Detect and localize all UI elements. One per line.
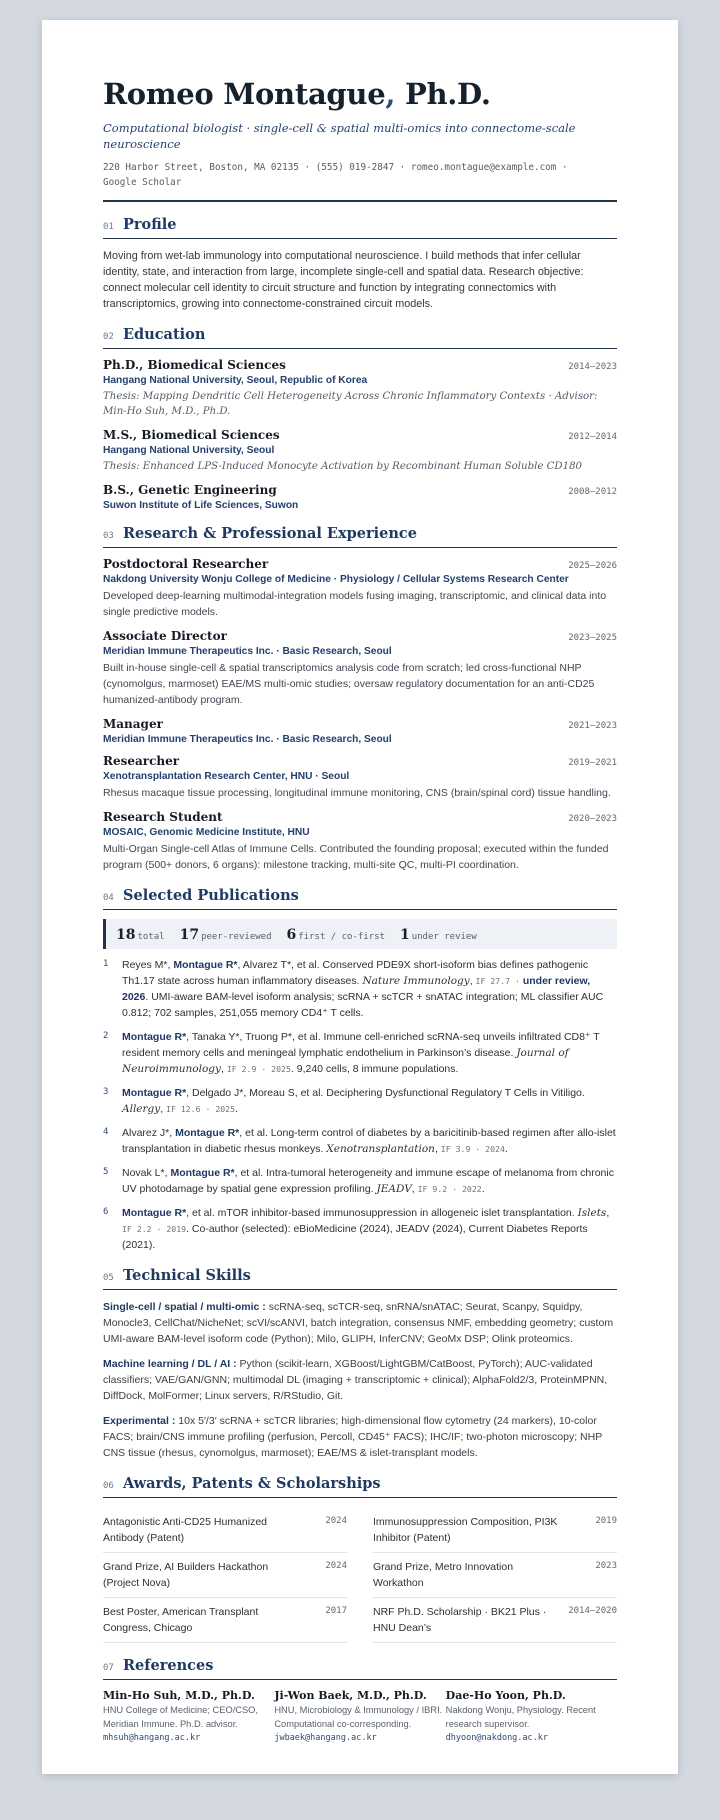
skill-details: Python (scikit-learn, XGBoost/LightGBM/CatBoost, PyTorch); AUC-validated classifiers; VAE/GAN/GNN; multimodal DL (imaging + transcriptomic + clinical); AlphaFold2/3, ProteinMPNN, DiffDock, MolFormer; Linux servers, R/RStudio, Git.	[103, 1358, 608, 1402]
publication-list	[103, 957, 617, 1253]
contact-info	[103, 160, 617, 190]
publication-item	[103, 1165, 617, 1197]
authors-before: Novak L*,	[122, 1167, 171, 1179]
stat-count: 17	[179, 927, 200, 943]
section-title: Profile	[123, 216, 177, 233]
award-year: 2017	[325, 1606, 347, 1616]
experience-entry	[103, 717, 617, 745]
award-item	[373, 1598, 617, 1643]
awards-grid	[103, 1508, 617, 1643]
header-divider	[103, 200, 617, 202]
review-status: under review, 2026	[122, 975, 591, 1003]
skill-category: Experimental :	[103, 1415, 176, 1427]
scholar-link[interactable]: Google Scholar	[103, 177, 182, 188]
publication-number: 3	[103, 1087, 109, 1097]
impact-factor: IF 3.9 · 2024	[440, 1144, 505, 1154]
stat-label: first / co-first	[298, 932, 385, 942]
authors-before: Alvarez J*,	[122, 1127, 176, 1139]
journal-name: Islets	[577, 1207, 607, 1219]
organization: Nakdong University Wonju College of Medicine · Physiology / Cellular Systems Research Center	[103, 574, 569, 585]
reference-affiliation: HNU, Microbiology & Immunology / IBRI. Computational co-corresponding.	[274, 1705, 443, 1729]
journal-name: Journal of Neuroimmunology	[122, 1047, 569, 1075]
organization: Meridian Immune Therapeutics Inc. · Basic Research, Seoul	[103, 646, 392, 657]
publication-citation: Montague R*, et al. mTOR inhibitor-based immunosuppression in allogeneic islet transplantation. Islets, IF 2.2 · 2019. Co-author (selected): eBioMedicine (2024), JEADV (2024), Current Diabetes Reports (2021).	[122, 1207, 610, 1251]
skill-group	[103, 1299, 617, 1347]
impact-factor: IF 9.2 · 2022	[417, 1184, 482, 1194]
skill-category: Machine learning / DL / AI :	[103, 1358, 237, 1370]
awards-column-right	[373, 1508, 617, 1643]
education-entry	[103, 483, 617, 511]
thesis: Thesis: Enhanced LPS-Induced Monocyte Activation by Recombinant Human Soluble CD180	[103, 461, 583, 472]
entry-header	[103, 428, 617, 442]
award-year: 2024	[325, 1516, 347, 1526]
reference-email[interactable]: mhsuh@hangang.ac.kr	[103, 1733, 201, 1743]
self-author: Montague R*	[173, 959, 238, 971]
job-title: Postdoctoral Researcher	[103, 557, 269, 571]
degree-title: B.S., Genetic Engineering	[103, 483, 277, 497]
publication-citation: Novak L*, Montague R*, et al. Intra-tumoral heterogeneity and immune escape of melanoma from chronic UV photodamage by spatial gene expression profiling. JEADV, IF 9.2 · 2022.	[122, 1167, 614, 1195]
section-number: 04	[103, 893, 114, 903]
section-title: Technical Skills	[123, 1267, 251, 1284]
publication-number: 1	[103, 959, 109, 969]
self-author: Montague R*	[122, 1031, 187, 1043]
job-description: Multi-Organ Single-cell Atlas of Immune Cells. Contributed the founding proposal; executed within the funded program (500+ donors, 6 organs): milestone tracking, multi-site QC, multi-PI coordination.	[103, 843, 609, 871]
award-year: 2014–2020	[568, 1606, 617, 1616]
citation-notes: . UMI-aware BAM-level isoform analysis; scRNA + scTCR + snATAC integration; ML classifier AUC 0.812; 702 samples, 251,055 memory CD4⁺ T cells.	[122, 991, 604, 1019]
publication-stat	[180, 926, 272, 944]
section-heading-publications	[103, 887, 617, 910]
section-title: Research & Professional Experience	[123, 525, 417, 542]
publication-stat	[116, 926, 165, 944]
section-number: 03	[103, 531, 114, 541]
impact-factor: IF 27.7 ·	[475, 976, 520, 986]
job-description: Developed deep-learning multimodal-integration models fusing imaging, transcriptomic, and clinical data into single predictive models.	[103, 590, 607, 618]
citation-body: , Delgado J*, Moreau S, et al. Deciphering Dysfunctional Regulatory T Cells in Vitiligo.	[186, 1087, 585, 1099]
citation-body: , et al. mTOR inhibitor-based immunosuppression in allogeneic islet transplantation.	[186, 1207, 578, 1219]
citation-notes: . 9,240 cells, 8 immune populations.	[290, 1063, 459, 1075]
stat-label: total	[137, 932, 165, 942]
publication-item	[103, 1205, 617, 1253]
resume-sheet	[42, 20, 678, 1774]
award-item	[373, 1508, 617, 1553]
stat-count: 6	[286, 927, 297, 943]
profile-text: Moving from wet-lab immunology into computational neuroscience. I build methods that infer cellular identity, state, and interaction from large, incomplete single-cell and spatial data. Research objective: connect molecular cell identity to circuit structure and function by integrating connectomics with transcriptomics, growing into connectome-constrained circuit models.	[103, 250, 584, 310]
candidate-name: Romeo Montague, Ph.D.	[103, 77, 491, 111]
education-list	[103, 358, 617, 511]
date-range: 2025–2026	[568, 561, 617, 571]
award-item	[103, 1598, 347, 1643]
publication-item	[103, 957, 617, 1021]
publication-citation: Montague R*, Tanaka Y*, Truong P*, et al. Immune cell-enriched scRNA-seq unveils infiltrated CD8⁺ T resident memory cells and meningeal lymphatic endothelium in Parkinson’s disease. Journal of Neuroimmunology, IF 2.9 · 2025. 9,240 cells, 8 immune populations.	[122, 1031, 600, 1075]
institution: Hangang National University, Seoul	[103, 445, 275, 456]
education-entry	[103, 428, 617, 474]
job-description: Built in-house single-cell & spatial transcriptomics analysis code from scratch; led cross-functional NHP (cynomolgus, marmoset) EAE/MS multi-omic studies; oversaw regulatory documentation for an anti-CD25 humanized-antibody program.	[103, 662, 595, 706]
award-title: Grand Prize, AI Builders Hackathon (Project Nova)	[103, 1561, 269, 1589]
journal-name: Xenotransplantation	[326, 1143, 435, 1155]
section-heading-references	[103, 1657, 617, 1680]
institution: Suwon Institute of Life Sciences, Suwon	[103, 500, 299, 511]
publication-item	[103, 1085, 617, 1117]
education-entry	[103, 358, 617, 419]
citation-body: , et al. Intra-tumoral heterogeneity and immune escape of melanoma from chronic UV photodamage by spatial gene expression profiling.	[122, 1167, 614, 1195]
stat-count: 1	[399, 927, 410, 943]
citation-body: , Tanaka Y*, Truong P*, et al. Immune cell-enriched scRNA-seq unveils infiltrated CD8⁺ T resident memory cells and meningeal lymphatic endothelium in Parkinson’s disease.	[122, 1031, 600, 1059]
impact-factor: IF 12.6 · 2025	[166, 1104, 236, 1114]
experience-entry	[103, 629, 617, 708]
references-list	[103, 1689, 617, 1743]
reference-email[interactable]: jwbaek@hangang.ac.kr	[274, 1733, 377, 1743]
date-range: 2012–2014	[568, 432, 617, 442]
journal-name: JEADV	[376, 1183, 412, 1195]
date-range: 2019–2021	[568, 758, 617, 768]
experience-entry	[103, 754, 617, 801]
publication-citation: Reyes M*, Montague R*, Alvarez T*, et al. Conserved PDE9X short-isoform bias defines pathogenic Th1.17 state across human inflammatory diseases. Nature Immunology, IF 27.7 · under review, 2026. UMI-aware BAM-level isoform analysis; scRNA + scTCR + snATAC integration; ML classifier AUC 0.812; 702 samples, 251,055 memory CD4⁺ T cells.	[122, 959, 604, 1019]
entry-header	[103, 810, 617, 824]
award-title: NRF Ph.D. Scholarship · BK21 Plus · HNU Dean’s	[373, 1606, 547, 1634]
date-range: 2023–2025	[568, 633, 617, 643]
reference-card	[103, 1689, 274, 1743]
self-author: Montague R*	[170, 1167, 235, 1179]
award-year: 2023	[595, 1561, 617, 1571]
citation-body: , Alvarez T*, et al. Conserved PDE9X short-isoform bias defines pathogenic Th1.17 state across human inflammatory diseases.	[122, 959, 589, 987]
publication-citation: Alvarez J*, Montague R*, et al. Long-term control of diabetes by a baricitinib-based regimen after allo-islet transplantation in diabetic rhesus monkeys. Xenotransplantation, IF 3.9 · 2024.	[122, 1127, 616, 1155]
section-number: 07	[103, 1663, 114, 1673]
journal-name: Nature Immunology	[362, 975, 470, 987]
citation-notes: .	[235, 1103, 238, 1115]
date-range: 2008–2012	[568, 487, 617, 497]
entry-header	[103, 754, 617, 768]
section-number: 02	[103, 332, 114, 342]
reference-card	[446, 1689, 617, 1743]
section-title: References	[123, 1657, 214, 1674]
reference-name: Dae-Ho Yoon, Ph.D.	[445, 1689, 566, 1702]
award-year: 2019	[595, 1516, 617, 1526]
entry-header	[103, 557, 617, 571]
experience-list	[103, 557, 617, 873]
date-range: 2014–2023	[568, 362, 617, 372]
publication-number: 5	[103, 1167, 109, 1177]
entry-header	[103, 629, 617, 643]
citation-notes: .	[481, 1183, 485, 1195]
section-heading-awards	[103, 1475, 617, 1498]
citation-notes: .	[504, 1143, 508, 1155]
award-title: Best Poster, American Transplant Congress, Chicago	[103, 1606, 259, 1634]
skill-details: 10x 5′/3′ scRNA + scTCR libraries; high-dimensional flow cytometry (24 markers), 10-color FACS; brain/CNS immune profiling (perfusion, Percoll, CD45⁺ FACS); IHC/IF; two-photon microscopy; NHP CNS tissue (rhesus, cynomolgus, marmoset); EAE/MS & islet-transplant models.	[103, 1415, 603, 1459]
organization: Meridian Immune Therapeutics Inc. · Basic Research, Seoul	[103, 734, 392, 745]
publication-number: 6	[103, 1207, 109, 1217]
citation-notes: . Co-author (selected): eBioMedicine (2024), JEADV (2024), Current Diabetes Reports (2021).	[122, 1223, 588, 1251]
self-author: Montague R*	[175, 1127, 240, 1139]
contact-line: 220 Harbor Street, Boston, MA 02135 · (555) 019-2847 · romeo.montague@example.com ·	[103, 162, 568, 173]
award-item	[103, 1508, 347, 1553]
self-author: Montague R*	[122, 1207, 187, 1219]
thesis: Thesis: Mapping Dendritic Cell Heterogeneity Across Chronic Inflammatory Contexts · Advisor: Min-Ho Suh, M.D., Ph.D.	[103, 391, 598, 417]
entry-header	[103, 358, 617, 372]
skill-group	[103, 1356, 617, 1404]
section-title: Education	[123, 326, 206, 343]
award-item	[103, 1553, 347, 1598]
reference-name: Min-Ho Suh, M.D., Ph.D.	[103, 1689, 255, 1702]
job-title: Research Student	[103, 810, 223, 824]
skills-list	[103, 1299, 617, 1461]
impact-factor: IF 2.9 · 2025	[226, 1064, 291, 1074]
publication-item	[103, 1125, 617, 1157]
awards-column-left	[103, 1508, 347, 1643]
reference-affiliation: Nakdong Wonju, Physiology. Recent research supervisor.	[445, 1705, 596, 1729]
skill-category: Single-cell / spatial / multi-omic :	[103, 1301, 266, 1313]
section-heading-skills	[103, 1267, 617, 1290]
reference-affiliation: HNU College of Medicine; CEO/CSO, Meridian Immune. Ph.D. advisor.	[103, 1705, 259, 1729]
date-range: 2021–2023	[568, 721, 617, 731]
section-heading-profile	[103, 216, 617, 239]
entry-header	[103, 483, 617, 497]
degree-title: Ph.D., Biomedical Sciences	[103, 358, 286, 372]
impact-factor: IF 2.2 · 2019	[122, 1224, 187, 1234]
experience-entry	[103, 810, 617, 873]
section-number: 06	[103, 1481, 114, 1491]
section-number: 01	[103, 222, 114, 232]
publication-item	[103, 1029, 617, 1077]
job-title: Manager	[103, 717, 163, 731]
job-title: Researcher	[103, 754, 180, 768]
publication-stats	[103, 919, 617, 949]
publication-number: 2	[103, 1031, 109, 1041]
section-heading-experience	[103, 525, 617, 548]
award-year: 2024	[325, 1561, 347, 1571]
experience-entry	[103, 557, 617, 620]
award-title: Immunosuppression Composition, PI3K Inhibitor (Patent)	[373, 1516, 558, 1544]
publication-stat	[287, 926, 385, 944]
section-heading-education	[103, 326, 617, 349]
job-title: Associate Director	[103, 629, 227, 643]
publication-stat	[400, 926, 477, 944]
publication-number: 4	[103, 1127, 109, 1137]
journal-name: Allergy	[122, 1103, 161, 1115]
skill-details: scRNA-seq, scTCR-seq, snRNA/snATAC; Seurat, Scanpy, Squidpy, Monocle3, CellChat/NicheNet; scVI/scANVI, batch integration, consensus NMF, embedding geometry; custom UMI-aware BAM-level isoform code (Python); Milo, GLIPH, InferCNV; GeoMx DSP; Olink proteomics.	[103, 1301, 614, 1345]
award-title: Grand Prize, Metro Innovation Workathon	[373, 1561, 514, 1589]
institution: Hangang National University, Seoul, Republic of Korea	[103, 375, 368, 386]
degree-title: M.S., Biomedical Sciences	[103, 428, 280, 442]
self-author: Montague R*	[122, 1087, 187, 1099]
organization: Xenotransplantation Research Center, HNU · Seoul	[103, 771, 350, 782]
reference-email[interactable]: dhyoon@nakdong.ac.kr	[445, 1733, 549, 1743]
organization: MOSAIC, Genomic Medicine Institute, HNU	[103, 827, 310, 838]
section-title: Awards, Patents & Scholarships	[123, 1475, 381, 1492]
citation-body: , et al. Long-term control of diabetes by a baricitinib-based regimen after allo-islet transplantation in diabetic rhesus monkeys.	[122, 1127, 616, 1155]
award-title: Antagonistic Anti-CD25 Humanized Antibody (Patent)	[103, 1516, 268, 1544]
date-range: 2020–2023	[568, 814, 617, 824]
authors-before: Reyes M*,	[122, 959, 174, 971]
job-description: Rhesus macaque tissue processing, longitudinal immune monitoring, CNS (brain/spinal cord) tissue handling.	[103, 787, 611, 799]
reference-card	[274, 1689, 445, 1743]
skill-group	[103, 1413, 617, 1461]
publication-citation: Montague R*, Delgado J*, Moreau S, et al. Deciphering Dysfunctional Regulatory T Cells in Vitiligo. Allergy, IF 12.6 · 2025.	[122, 1087, 585, 1115]
section-title: Selected Publications	[123, 887, 299, 904]
stat-label: under review	[411, 932, 477, 942]
entry-header	[103, 717, 617, 731]
section-number: 05	[103, 1273, 114, 1283]
stat-label: peer-reviewed	[201, 932, 272, 942]
tagline: Computational biologist · single-cell & spatial multi-omics into connectome-scale neuroscience	[103, 121, 576, 151]
award-item	[373, 1553, 617, 1598]
stat-count: 18	[116, 927, 136, 943]
reference-name: Ji-Won Baek, M.D., Ph.D.	[274, 1689, 427, 1702]
